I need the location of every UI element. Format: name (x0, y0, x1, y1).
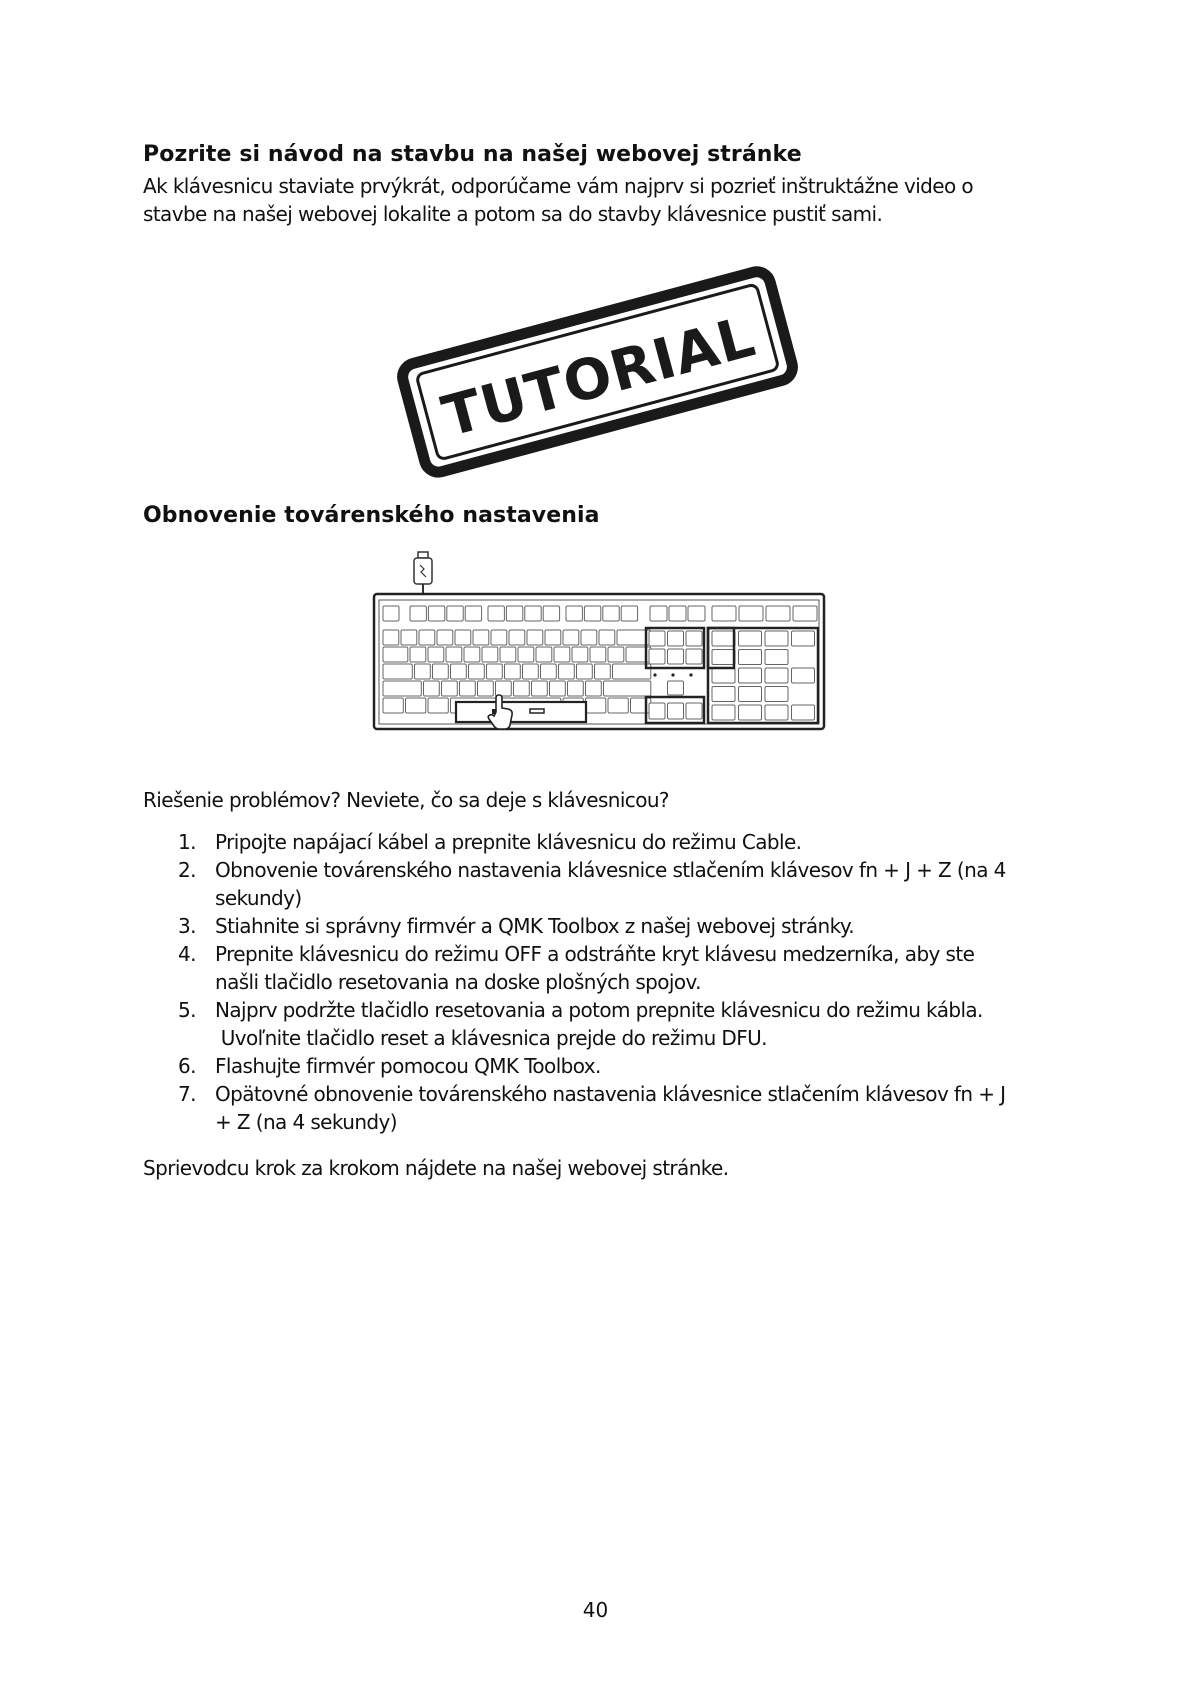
step-text: Pripojte napájací kábel a prepnite klávesnicu do režimu Cable. (215, 830, 802, 854)
keycap (410, 606, 426, 621)
keycap (447, 606, 463, 621)
keycap (668, 631, 684, 646)
keycap (536, 647, 552, 662)
step-text: Opätovné obnovenie továrenského nastavenia klávesnice stlačením klávesov fn + J (215, 1082, 1006, 1106)
keycap (650, 606, 667, 621)
keycap (541, 664, 557, 679)
keycap (608, 647, 624, 662)
keycap (621, 606, 637, 621)
body-line: Ak klávesnicu staviate prvýkrát, odporúčame vám najprv si pozrieť inštruktážne video o (143, 174, 973, 198)
tutorial-stamp-logo (385, 258, 810, 483)
step-text: Uvoľnite tlačidlo reset a klávesnica prejde do režimu DFU. (215, 1026, 767, 1050)
usb-cable-icon (414, 552, 432, 594)
keycap (428, 698, 448, 713)
section-body-tutorial (143, 172, 1063, 228)
keycap (455, 630, 471, 645)
keycap (532, 681, 548, 696)
keycap (383, 606, 399, 621)
arrow-marker (653, 673, 656, 676)
keycap (599, 630, 615, 645)
step-number: 4. (178, 942, 196, 966)
keycap (712, 631, 735, 646)
troubleshoot-steps-list (170, 828, 1070, 1136)
keycap (766, 606, 790, 621)
keycap (739, 687, 762, 702)
keycap (527, 630, 543, 645)
keycap (509, 630, 525, 645)
keycap (568, 681, 584, 696)
section-heading-tutorial: Pozrite si návod na stavbu na našej webovej stránke (143, 142, 802, 167)
keycap (383, 681, 421, 696)
step-number: 7. (178, 1082, 196, 1106)
step-number: 6. (178, 1054, 196, 1078)
keycap (608, 698, 628, 713)
keycap (442, 681, 458, 696)
keycap (649, 703, 665, 719)
keycap (584, 606, 600, 621)
keycap (712, 705, 735, 720)
step-text: + Z (na 4 sekundy) (215, 1110, 397, 1134)
keycap (765, 650, 788, 665)
keycap (383, 664, 412, 679)
keycap (712, 606, 736, 621)
keycap (415, 664, 431, 679)
keycap (550, 681, 566, 696)
keycap (712, 668, 735, 683)
keycap (428, 606, 444, 621)
keycap (577, 664, 593, 679)
keycap (554, 647, 570, 662)
step-text: Obnovenie továrenského nastavenia klávesnice stlačením klávesov fn + J + Z (na 4 (215, 858, 1006, 882)
step-number: 5. (178, 998, 196, 1022)
keycap (739, 631, 762, 646)
keycap (792, 631, 815, 646)
keycap (792, 705, 815, 720)
keycap (505, 664, 521, 679)
list-item (170, 1052, 1070, 1080)
step-text: Flashujte firmvér pomocou QMK Toolbox. (215, 1054, 601, 1078)
keycap (595, 664, 611, 679)
keycap (478, 681, 494, 696)
keycap (401, 630, 417, 645)
keycap (437, 630, 453, 645)
keycap (383, 647, 408, 662)
page-number: 40 (582, 1598, 609, 1622)
list-item (170, 856, 1070, 912)
keycap (712, 650, 735, 665)
keycap (410, 647, 426, 662)
keycap (668, 703, 684, 719)
keycap (631, 698, 651, 713)
section-heading-factory-reset: Obnovenie továrenského nastavenia (143, 503, 600, 528)
keycap (590, 647, 606, 662)
keycap (604, 681, 651, 696)
keycap (668, 681, 684, 695)
keycap (765, 705, 788, 720)
keycap (792, 668, 815, 683)
step-text: našli tlačidlo resetovania na doske plošných spojov. (215, 970, 701, 994)
body-line: stavbe na našej webovej lokalite a potom sa do stavby klávesnice pustiť sami. (143, 202, 883, 226)
stamp-text: TUTORIAL (435, 304, 763, 451)
keycap (739, 668, 762, 683)
keycap (668, 649, 684, 664)
keycap (506, 606, 522, 621)
list-item (170, 996, 1070, 1052)
keycap (649, 649, 665, 664)
troubleshoot-intro: Riešenie problémov? Neviete, čo sa deje s klávesnicou? (143, 788, 669, 812)
keycap (686, 703, 702, 719)
keycap (739, 606, 763, 621)
step-text: Prepnite klávesnicu do režimu OFF a odstráňte kryt klávesu medzerníka, aby ste (215, 942, 975, 966)
keycap (514, 681, 530, 696)
keycap (446, 647, 462, 662)
keycap (739, 705, 762, 720)
keycap (688, 606, 705, 621)
step-number: 1. (178, 830, 196, 854)
keycap (465, 606, 481, 621)
keycap (482, 647, 498, 662)
keycap (566, 606, 582, 621)
keycap (469, 664, 485, 679)
keycap (765, 687, 788, 702)
list-item (170, 828, 1070, 856)
keycap (572, 647, 588, 662)
step-number: 2. (178, 858, 196, 882)
keycap (793, 606, 817, 621)
keycap (428, 647, 444, 662)
step-text: Najprv podržte tlačidlo resetovania a potom prepnite klávesnicu do režimu kábla. (215, 998, 983, 1022)
keycap (669, 606, 686, 621)
keycap (487, 664, 503, 679)
keycap (424, 681, 440, 696)
keycap (433, 664, 449, 679)
keycap (500, 647, 516, 662)
keycap (525, 606, 541, 621)
list-item (170, 912, 1070, 940)
keycap (559, 664, 575, 679)
keycap (765, 668, 788, 683)
keycap (383, 698, 403, 713)
keyboard-diagram-icon (370, 550, 830, 740)
keycap (686, 649, 702, 664)
keycap (464, 647, 480, 662)
keycap (739, 650, 762, 665)
list-item (170, 940, 1070, 996)
keycap (491, 630, 507, 645)
keycap (473, 630, 489, 645)
keycap (523, 664, 539, 679)
keycap (518, 647, 534, 662)
keycap (563, 630, 579, 645)
keycap (649, 631, 665, 646)
keycap (545, 630, 561, 645)
keycap (488, 606, 504, 621)
keycap (383, 630, 399, 645)
keycap (586, 681, 602, 696)
keycap (603, 606, 619, 621)
list-item (170, 1080, 1070, 1136)
arrow-marker (671, 673, 674, 676)
step-text: sekundy) (215, 886, 302, 910)
keycap (543, 606, 559, 621)
keycap (496, 681, 512, 696)
step-number: 3. (178, 914, 196, 938)
keycap (765, 631, 788, 646)
arrow-marker (689, 673, 692, 676)
keycap (451, 664, 467, 679)
keycap (406, 698, 426, 713)
keycap (460, 681, 476, 696)
keycap (586, 698, 606, 713)
keycap (712, 687, 735, 702)
troubleshoot-outro: Sprievodcu krok za krokom nájdete na našej webovej stránke. (143, 1156, 729, 1180)
step-text: Stiahnite si správny firmvér a QMK Toolbox z našej webovej stránky. (215, 914, 855, 938)
keycap (686, 631, 702, 646)
keycap (581, 630, 597, 645)
keycap (419, 630, 435, 645)
